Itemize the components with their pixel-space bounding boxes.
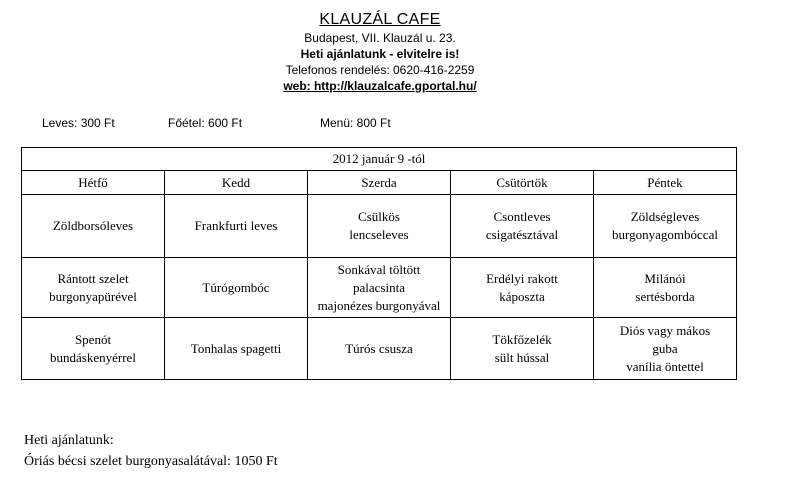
website-link[interactable]: web: http://klauzalcafe.gportal.hu/ <box>283 79 477 93</box>
menu-cell: Tonhalas spagetti <box>165 318 308 380</box>
day-header-thursday: Csütörtök <box>451 171 594 195</box>
menu-header <box>0 10 760 94</box>
weekly-offer-note: Heti ajánlatunk - elvitelre is! <box>300 47 460 61</box>
menu-cell: Spenót bundáskenyérrel <box>22 318 165 380</box>
table-row <box>22 258 737 318</box>
menu-cell: Zöldségleves burgonyagombóccal <box>594 195 737 258</box>
menu-cell: Túrós csusza <box>308 318 451 380</box>
day-header-wednesday: Szerda <box>308 171 451 195</box>
table-row <box>22 195 737 258</box>
menu-cell: Csontleves csigatésztával <box>451 195 594 258</box>
day-header-tuesday: Kedd <box>165 171 308 195</box>
menu-cell: Milánói sertésborda <box>594 258 737 318</box>
menu-cell: Zöldborsóleves <box>22 195 165 258</box>
menu-cell: Rántott szelet burgonyapürével <box>22 258 165 318</box>
price-soup: Leves: 300 Ft <box>42 116 115 130</box>
menu-cell: Túrógombóc <box>165 258 308 318</box>
price-main-course: Főétel: 600 Ft <box>168 116 243 130</box>
menu-cell: Diós vagy mákos guba vanília öntettel <box>594 318 737 380</box>
table-title: 2012 január 9 -tól <box>22 148 737 171</box>
table-row <box>22 318 737 380</box>
weekly-special-item: Óriás bécsi szelet burgonyasalátával: 1050 Ft <box>24 454 278 469</box>
menu-cell: Frankfurti leves <box>165 195 308 258</box>
menu-cell: Erdélyi rakott káposzta <box>451 258 594 318</box>
menu-cell: Csülkös lencseleves <box>308 195 451 258</box>
weekly-menu-table <box>21 147 737 380</box>
cafe-name: KLAUZÁL CAFE <box>319 11 441 28</box>
day-header-monday: Hétfő <box>22 171 165 195</box>
weekly-special-heading: Heti ajánlatunk: <box>24 433 114 448</box>
day-header-friday: Péntek <box>594 171 737 195</box>
phone-order: Telefonos rendelés: 0620-416-2259 <box>285 63 475 77</box>
weekly-special <box>24 430 278 472</box>
cafe-address: Budapest, VII. Klauzál u. 23. <box>304 31 456 45</box>
menu-cell: Sonkával töltött palacsinta majonézes burgonyával <box>308 258 451 318</box>
menu-cell: Tökfőzelék sült hússal <box>451 318 594 380</box>
price-menu: Menü: 800 Ft <box>320 116 391 130</box>
